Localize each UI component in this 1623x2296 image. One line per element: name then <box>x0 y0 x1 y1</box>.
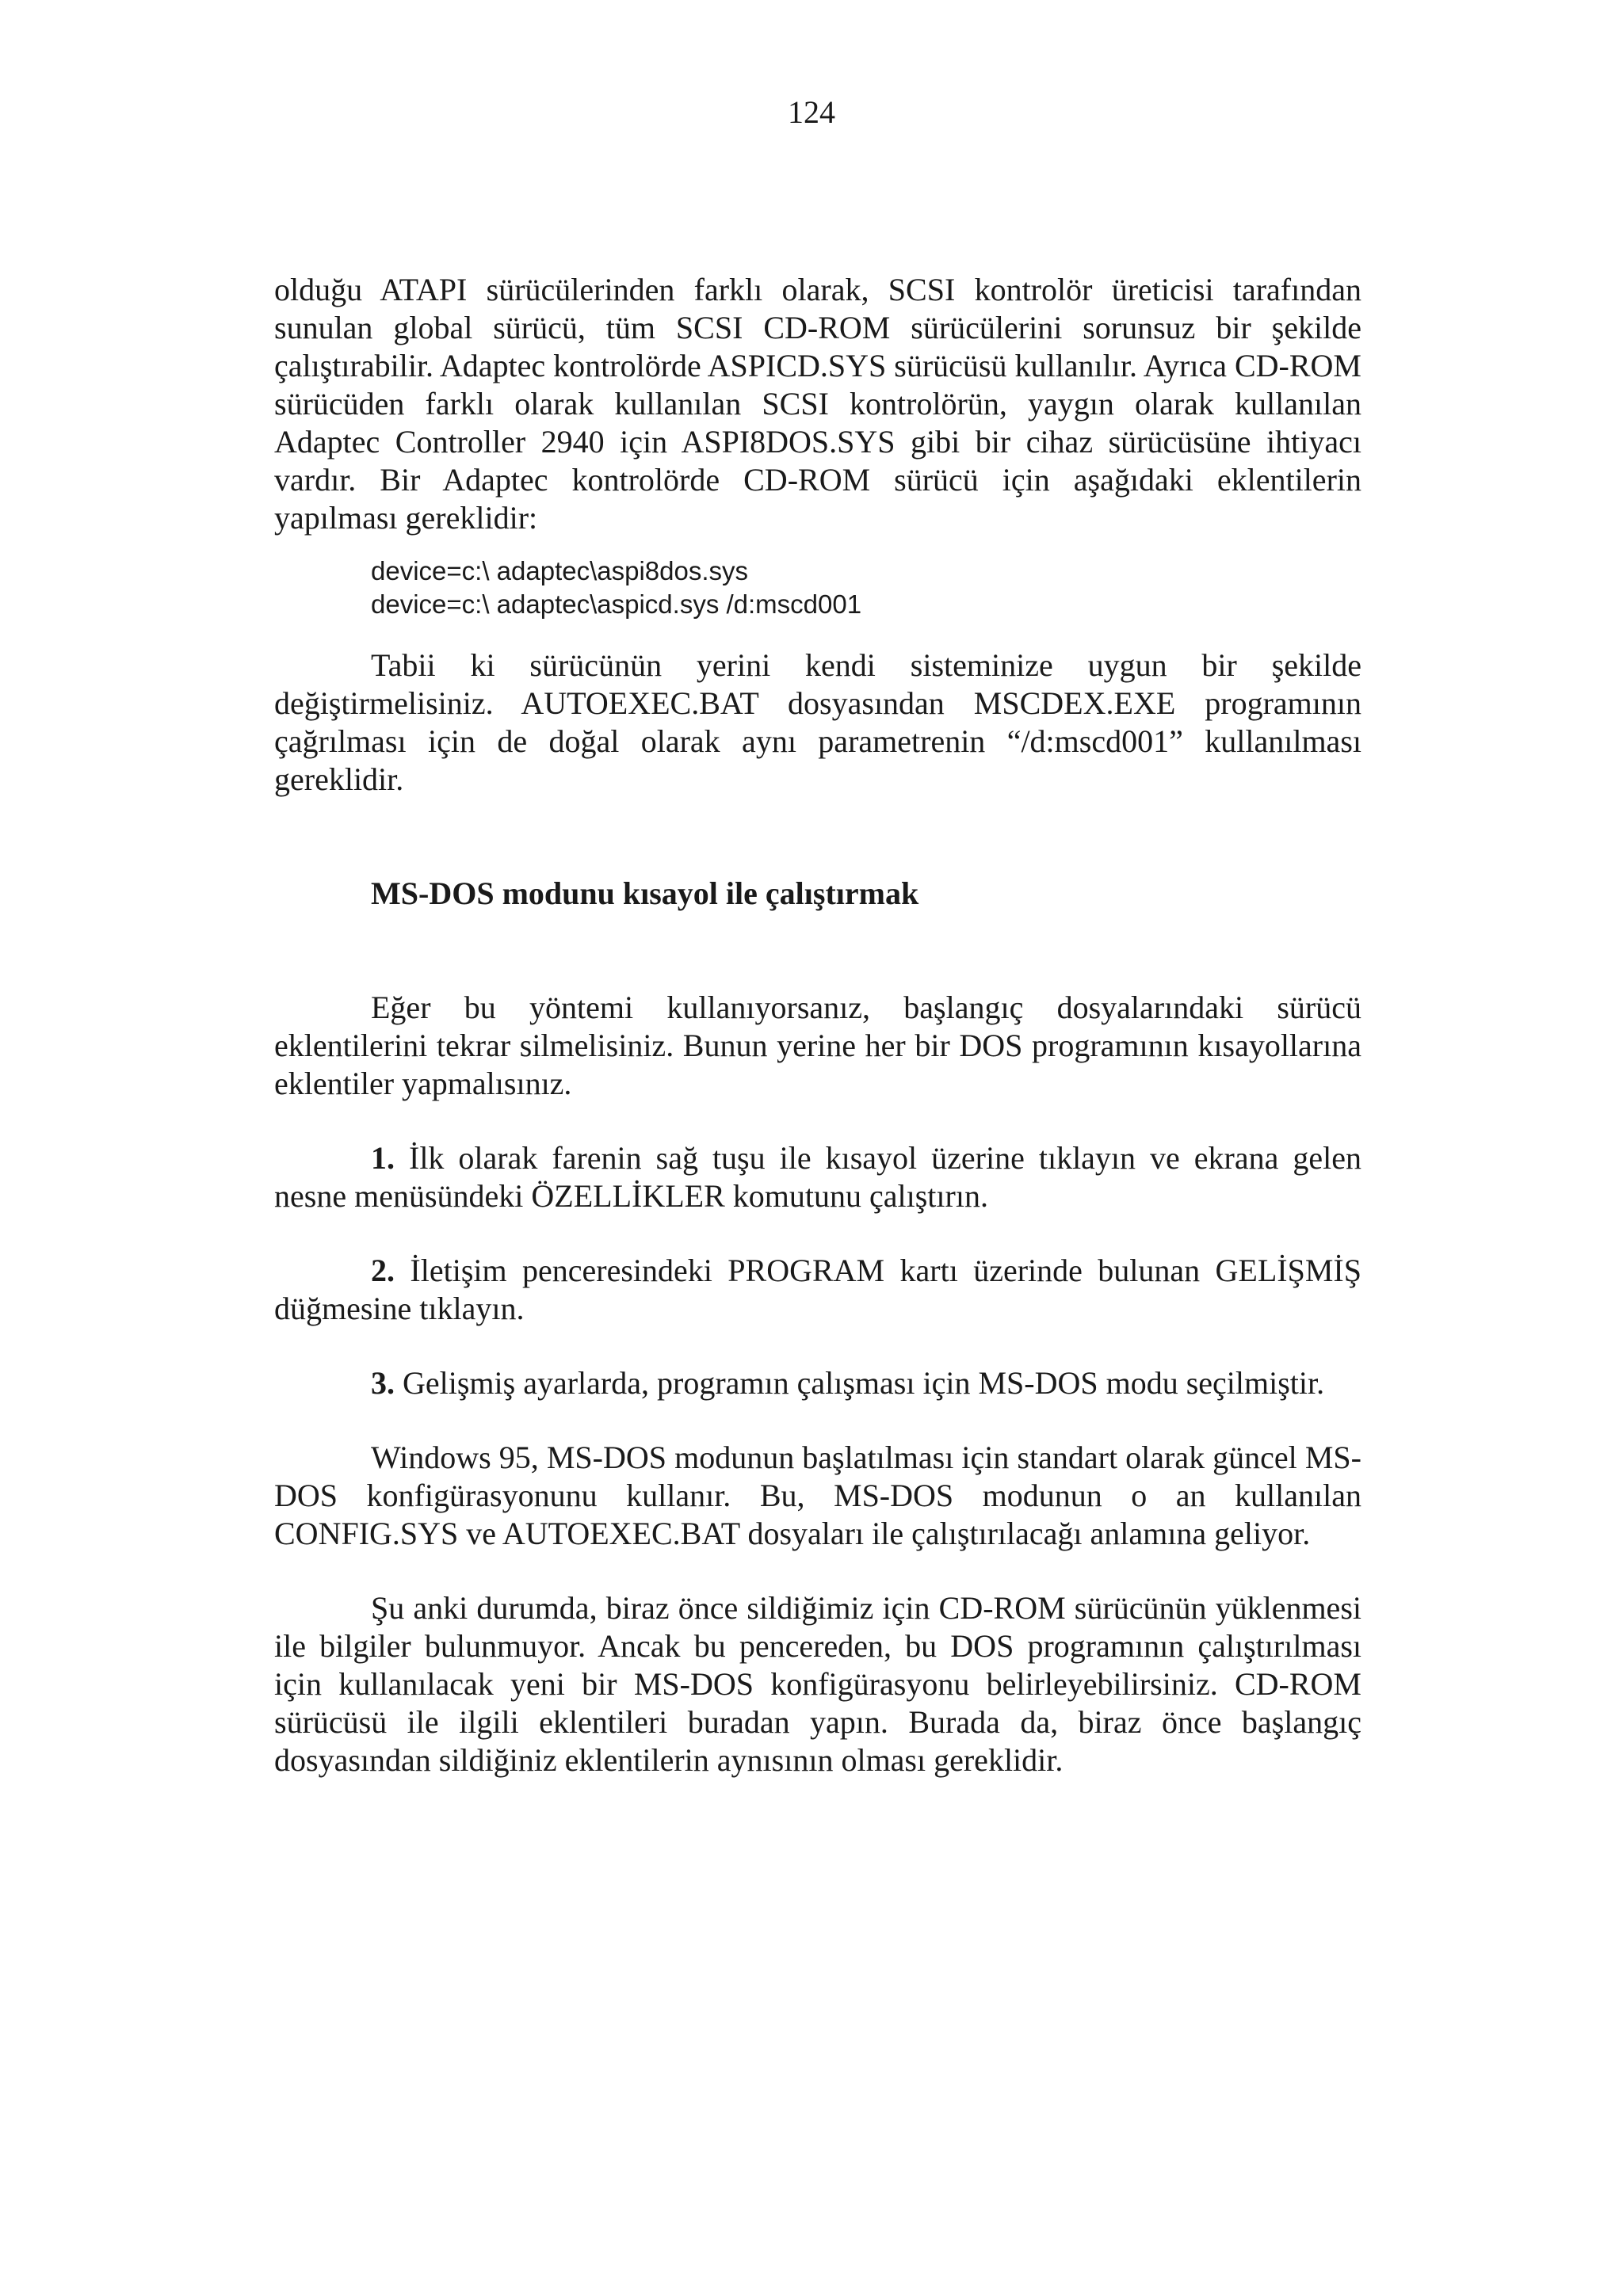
step-2-text: İletişim penceresindeki PROGRAM kartı üzerinde bulunan GELİŞMİŞ düğmesine tıklayın. <box>274 1253 1362 1326</box>
step-3-number: 3. <box>371 1365 395 1401</box>
step-2-number: 2. <box>371 1253 395 1288</box>
step-3-text: Gelişmiş ayarlarda, programın çalışması için MS-DOS modu seçilmiştir. <box>403 1365 1325 1401</box>
paragraph-current-state: Şu anki durumda, biraz önce sildiğimiz için CD-ROM sürücünün yüklenmesi ile bilgiler bulunmuyor. Ancak bu pencereden, bu DOS programının çalıştırılması için kullanılacak yeni bir MS-DOS konfigürasyonu belirleyebilirsiniz. CD-ROM sürücüsü ile ilgili eklentileri buradan yapın. Burada da, biraz önce başlangıç dosyasından sildiğiniz eklentilerin aynısının olması gereklidir. <box>274 1590 1361 1778</box>
step-3 <box>274 1364 1361 1402</box>
step-2 <box>274 1252 1361 1328</box>
paragraph-scsi-drivers: olduğu ATAPI sürücülerinden farklı olarak, SCSI kontrolör üreticisi tarafından sunulan global sürücü, tüm SCSI CD-ROM sürücülerini sorunsuz bir şekilde çalıştırabilir. Adaptec kontrolörde ASPICD.SYS sürücüsü kullanılır. Ayrıca CD-ROM sürücüden farklı olarak kullanılan SCSI kontrolörün, yaygın olarak kullanılan Adaptec Controller 2940 için ASPI8DOS.SYS gibi bir cihaz sürücüsüne ihtiyacı vardır. Bir Adaptec kontrolörde CD-ROM sürücü için aşağıdaki eklentilerin yapılması gereklidir: <box>274 272 1361 536</box>
code-line-aspicd: device=c:\ adaptec\aspicd.sys /d:mscd001 <box>371 589 862 619</box>
section-heading: MS-DOS modunu kısayol ile çalıştırmak <box>371 875 919 911</box>
page-body <box>274 271 1361 1779</box>
step-1 <box>274 1139 1361 1215</box>
code-line-aspi8dos: device=c:\ adaptec\aspi8dos.sys <box>371 556 749 585</box>
paragraph-driver-location: Tabii ki sürücünün yerini kendi sisteminize uygun bir şekilde değiştirmelisiniz. AUTOEXEC.BAT dosyasından MSCDEX.EXE programının çağrılması için de doğal olarak aynı parametrenin “/d:mscd001” kullanılması gereklidir. <box>274 647 1361 797</box>
step-1-text: İlk olarak farenin sağ tuşu ile kısayol üzerine tıklayın ve ekrana gelen nesne menüsündeki ÖZELLİKLER komutunu çalıştırın. <box>274 1140 1361 1214</box>
page-number: 124 <box>788 94 835 130</box>
paragraph-windows95-config: Windows 95, MS-DOS modunun başlatılması için standart olarak güncel MS-DOS konfigürasyonunu kullanır. Bu, MS-DOS modunun o an kullanılan CONFIG.SYS ve AUTOEXEC.BAT dosyaları ile çalıştırılacağı anlamına geliyor. <box>274 1440 1361 1551</box>
config-code-block <box>274 555 1361 621</box>
paragraph-shortcut-method: Eğer bu yöntemi kullanıyorsanız, başlangıç dosyalarındaki sürücü eklentilerini tekrar silmelisiniz. Bunun yerine her bir DOS programının kısayollarına eklentiler yapmalısınız. <box>274 990 1361 1101</box>
step-1-number: 1. <box>371 1140 395 1176</box>
